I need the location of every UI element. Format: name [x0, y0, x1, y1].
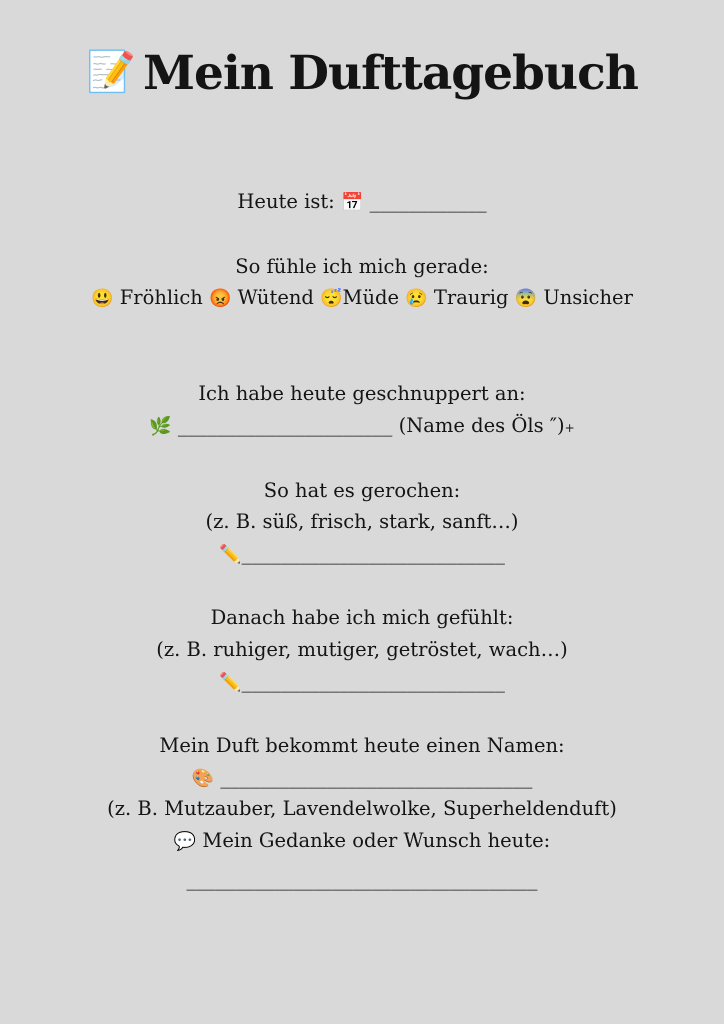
wish-blank[interactable]: ____________________________________: [186, 868, 538, 891]
calendar-icon: 📅: [340, 192, 364, 213]
smell-question: So hat es gerochen:: [263, 479, 461, 502]
mood-label: Unsicher: [543, 286, 633, 309]
oil-name-blank[interactable]: ______________________: [177, 414, 393, 437]
mood-option-unsure[interactable]: [515, 286, 633, 309]
date-label: Heute ist:: [237, 190, 335, 213]
mood-label: Fröhlich: [119, 286, 203, 309]
happy-face-icon: 😃: [91, 288, 114, 309]
feeling-examples: (z. B. ruhiger, mutiger, getröstet, wach…): [156, 638, 568, 661]
sleeping-face-icon: 😴: [320, 288, 343, 309]
smell-blank[interactable]: ___________________________: [241, 542, 505, 565]
feeling-question: Danach habe ich mich gefühlt:: [210, 606, 514, 629]
oil-name-hint: (Name des Öls ″): [398, 414, 565, 437]
pencil-icon: ✏️: [219, 672, 242, 693]
mood-option-tired[interactable]: [320, 286, 399, 309]
mood-option-sad[interactable]: [405, 286, 508, 309]
smell-line: [0, 542, 724, 565]
date-line: [0, 190, 724, 213]
mood-option-happy[interactable]: [91, 286, 203, 309]
smell-examples: (z. B. süß, frisch, stark, sanft…): [205, 510, 519, 533]
pencil-icon: ✏️: [219, 544, 242, 565]
date-blank[interactable]: ____________: [369, 190, 487, 213]
sniffed-question: Ich habe heute geschnuppert an:: [198, 382, 526, 405]
feeling-line: [0, 670, 724, 693]
name-question: Mein Duft bekommt heute einen Namen:: [159, 734, 565, 757]
mood-question: So fühle ich mich gerade:: [235, 255, 489, 278]
angry-face-icon: 😡: [209, 288, 232, 309]
mood-label: Müde: [342, 286, 400, 309]
mood-label: Wütend: [237, 286, 314, 309]
mood-option-angry[interactable]: [209, 286, 314, 309]
wish-question-line: [0, 829, 724, 852]
page-title: [0, 46, 724, 101]
speech-bubble-icon: 💬: [173, 831, 197, 852]
sniffed-line: [0, 414, 724, 437]
feeling-blank[interactable]: ___________________________: [241, 670, 505, 693]
palette-icon: 🎨: [191, 768, 215, 789]
mood-label: Traurig: [433, 286, 509, 309]
fearful-face-icon: 😨: [514, 288, 538, 309]
herb-icon: 🌿: [149, 416, 172, 437]
crying-face-icon: 😢: [405, 288, 428, 309]
plus-mark: +: [564, 421, 575, 435]
memo-pencil-icon: 📝: [86, 48, 135, 95]
name-line: [0, 766, 724, 789]
page-title-text: Mein Dufttagebuch: [142, 46, 638, 101]
mood-options: [0, 286, 724, 309]
wish-question: Mein Gedanke oder Wunsch heute:: [202, 829, 551, 852]
name-examples: (z. B. Mutzauber, Lavendelwolke, Superheldenduft): [107, 797, 617, 820]
scent-name-blank[interactable]: ________________________________: [220, 766, 533, 789]
